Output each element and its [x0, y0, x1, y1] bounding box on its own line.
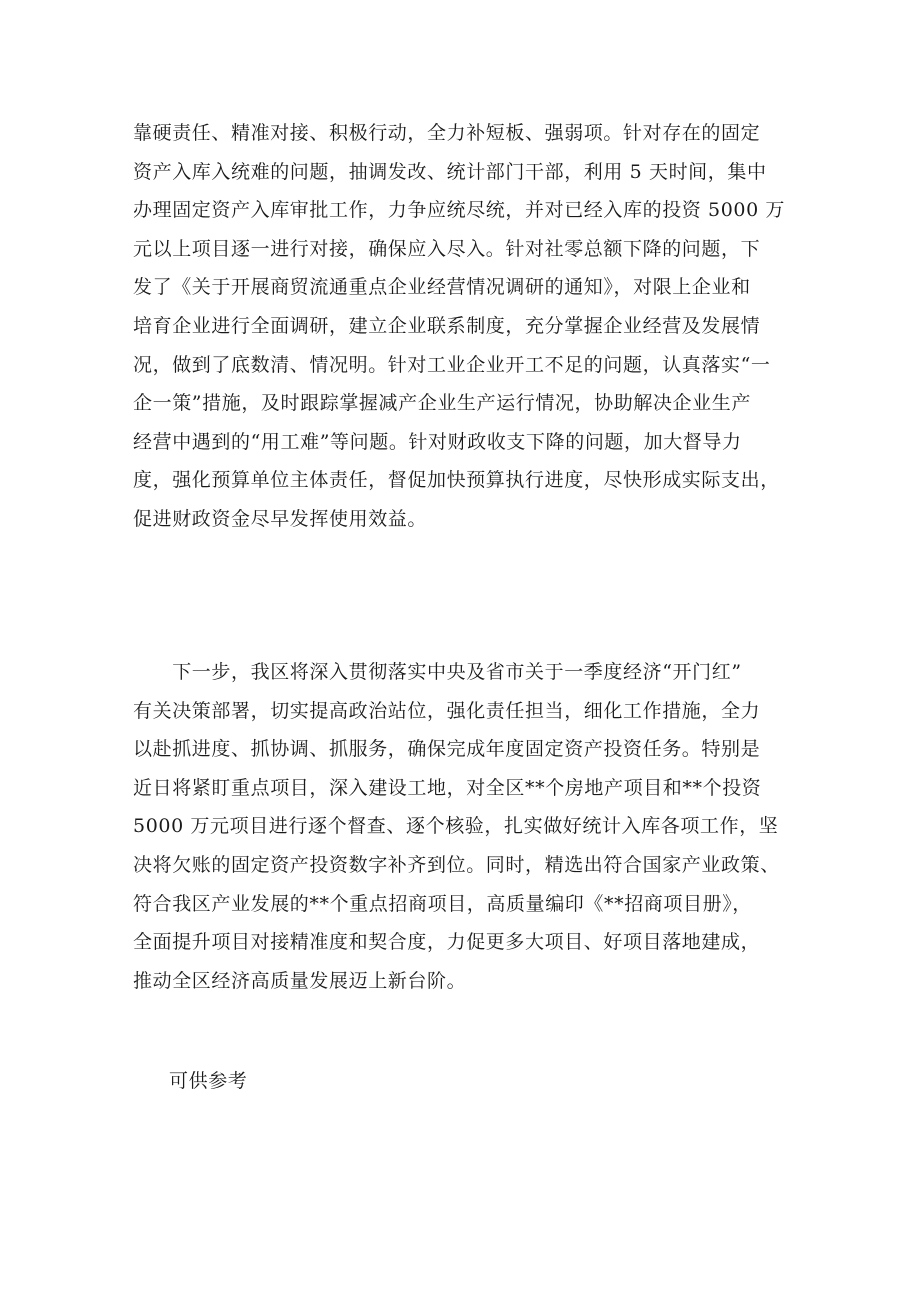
text-line: 促进财政资金尽早发挥使用效益。	[133, 507, 428, 530]
text-line: 以赴抓进度、抓协调、抓服务，确保完成年度固定资产投资任务。特别是	[133, 738, 761, 761]
closing-text: 可供参考	[169, 1070, 248, 1092]
text-line: 元以上项目逐一进行对接，确保应入尽入。针对社零总额下降的问题，下	[133, 237, 761, 260]
text-line: 全面提升项目对接精准度和契合度，力促更多大项目、好项目落地建成，	[133, 931, 761, 954]
text-line: 企一策”措施，及时跟踪掌握减产企业生产运行情况，协助解决企业生产	[133, 392, 751, 415]
text-line: 有关决策部署，切实提高政治站位，强化责任担当，细化工作措施，全力	[133, 699, 761, 722]
text-line: 培育企业进行全面调研，建立企业联系制度，充分掌握企业经营及发展情	[133, 314, 761, 337]
text-line: 推动全区经济高质量发展迈上新台阶。	[133, 969, 467, 992]
text-line: 近日将紧盯重点项目，深入建设工地，对全区**个房地产项目和**个投资	[133, 776, 762, 799]
text-line: 靠硬责任、精准对接、积极行动，全力补短板、强弱项。针对存在的固定	[133, 122, 761, 144]
text-line: 度，强化预算单位主体责任，督促加快预算执行进度，尽快形成实际支出，	[133, 469, 780, 492]
text-line: 办理固定资产入库审批工作，力争应统尽统，并对已经入库的投资 5000 万	[133, 199, 786, 222]
closing-note	[169, 1062, 829, 1101]
text-line: 符合我区产业发展的**个重点招商项目，高质量编印《**招商项目册》，	[133, 892, 752, 915]
paragraph-1	[133, 114, 793, 539]
text-line: 5000 万元项目进行逐个督查、逐个核验，扎实做好统计入库各项工作，坚	[133, 815, 779, 838]
text-line: 况，做到了底数清、情况明。针对工业企业开工不足的问题，认真落实“一	[133, 353, 771, 376]
text-line: 经营中遇到的“用工难”等问题。针对财政收支下降的问题，加大督导力	[133, 430, 742, 453]
text-line: 决将欠账的固定资产投资数字补齐到位。同时，精选出符合国家产业政策、	[133, 853, 780, 876]
text-line: 资产入库入统难的问题，抽调发改、统计部门干部，利用 5 天时间，集中	[133, 160, 767, 183]
text-line: 下一步，我区将深入贯彻落实中央及省市关于一季度经济“开门红”	[133, 661, 742, 683]
text-line: 发了《关于开展商贸流通重点企业经营情况调研的通知》，对限上企业和	[133, 276, 751, 299]
paragraph-2	[133, 653, 793, 1000]
